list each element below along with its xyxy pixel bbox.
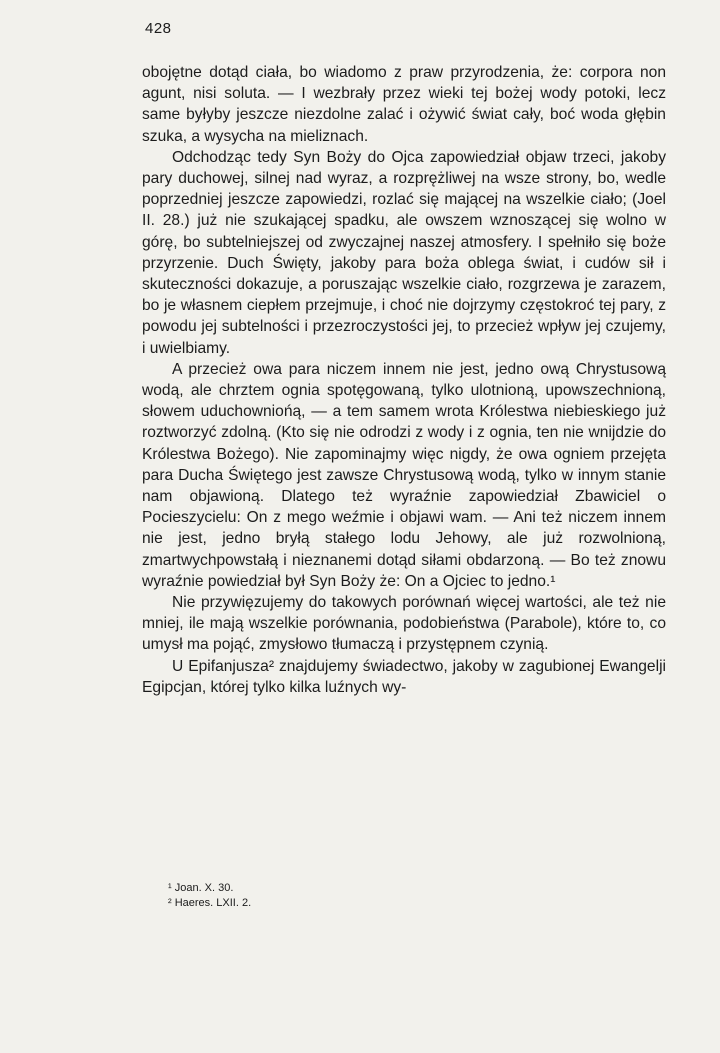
footnote-1: ¹ Joan. X. 30. [168, 882, 234, 894]
body-text [142, 62, 666, 698]
footnote-2: ² Haeres. LXII. 2. [168, 897, 252, 909]
page-number: 428 [145, 20, 172, 37]
paragraph-2: Odchodząc tedy Syn Boży do Ojca zapowiedział objaw trzeci, jakoby pary duchowej, silnej nad wyraz, a rozprężliwej na wsze strony, bo, wedle poprzedniej jeszcze zapowiedzi, rozlać się mającej na wszelkie ciało; (Joel II. 28.) już nie szukającej spadku, ale owszem wznoszącej się wolno w górę, bo subtelniejszej od zwyczajnej naszej atmosfery. I spełniło się boże przyrzenie. Duch Święty, jakoby para boża oblega świat, i cudów sił i skuteczności dokazuje, a poruszając wszelkie ciało, rozgrzewa je zarazem, bo je własnem ciepłem przejmuje, i choć nie dojrzymy częstokroć tej pary, z powodu jej subtelności i przezroczystości jej, to przecież wpływ jej czujemy, i uwielbiamy. [142, 148, 666, 357]
footnotes [168, 881, 468, 911]
paragraph-5: U Epifanjusza² znajdujemy świadectwo, jakoby w zagubionej Ewangelji Egipcjan, której tylko kilka luźnych wy- [142, 657, 666, 696]
paragraph-1: obojętne dotąd ciała, bo wiadomo z praw przyrodzenia, że: corpora non agunt, nisi soluta. — I wezbrały przez wieki tej bożej wody potoki, lecz same byłyby jeszcze niezdolne zalać i ożywić świat cały, boć woda głębin szuka, a wysycha na mieliznach. [142, 64, 666, 145]
paragraph-4: Nie przywięzujemy do takowych porównań więcej wartości, ale też nie mniej, ile mają wszelkie porównania, podobieństwa (Parabole), które to, co umysł ma pojąć, zmysłowo tłumaczą i przystępnem czynią. [142, 594, 666, 654]
paragraph-3: A przecież owa para niczem innem nie jest, jedno ową Chrystusową wodą, ale chrztem ognia spotęgowaną, tylko ulotnioną, upowszechnioną, słowem uduchowniońą, — a tem samem wrota Królestwa niebieskiego już roztworzyć zdolną. (Kto się nie odrodzi z wody i z ognia, ten nie wnijdzie do Królestwa Bożego). Nie zapominajmy więc nigdy, że owa ogniem przejęta para Ducha Świętego jest zawsze Chrystusową wodą, tylko w innym stanie nam objawioną. Dlatego też wyraźnie zapowiedział Zbawiciel o Pocieszycielu: On z mego weźmie i objawi wam. — Ani też niczem innem nie jest, jedno bryłą stałego lodu Jehowy, ale już rozwolnioną, zmartwychpowstałą i nieznanemi dotąd siłami obdarzoną. — Bo też znowu wyraźnie powiedział był Syn Boży że: On a Ojciec to jedno.¹ [142, 360, 666, 590]
